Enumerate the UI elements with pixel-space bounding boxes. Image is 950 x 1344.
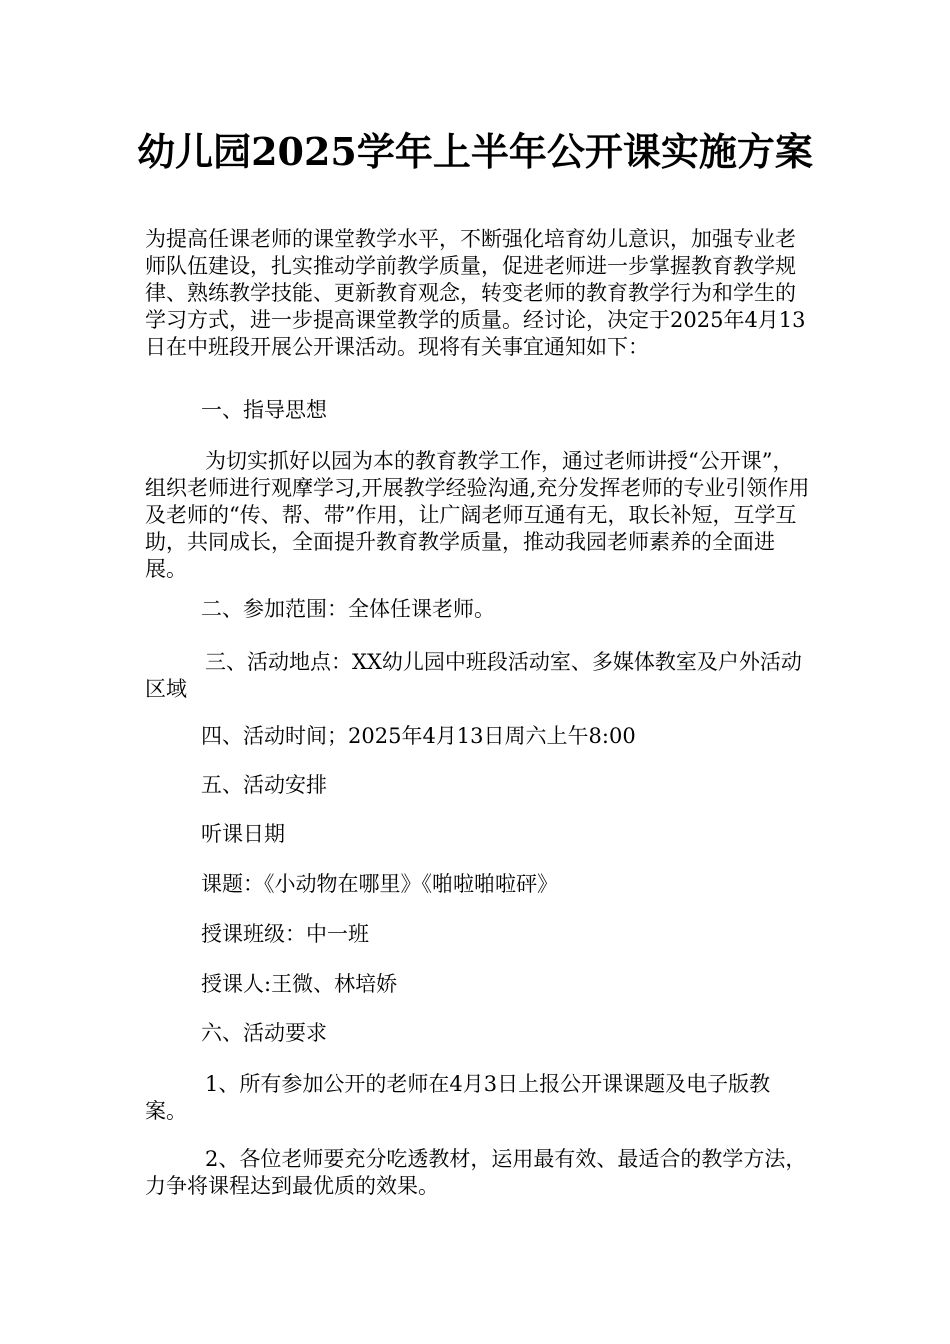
lesson-teachers: 授课人:王微、林培娇 [201, 972, 398, 996]
activity-location: 三、活动地点：XX幼儿园中班段活动室、多媒体教室及户外活动区域 [145, 650, 802, 701]
lesson-class: 授课班级：中一班 [201, 922, 369, 946]
requirement-1: 1、所有参加公开的老师在4月3日上报公开课课题及电子版教案。 [145, 1072, 771, 1123]
intro-paragraph: 为提高任课老师的课堂教学水平，不断强化培育幼儿意识，加强专业老师队伍建设，扎实推动学前教学质量，促进老师进一步掌握教育教学规律、熟练教学技能、更新教育观念，转变老师的教育教学行为和学生的学习方式，进一步提高课堂教学的质量。经讨论，决定于2025年4月13日在中班段开展公开课活动。现将有关事宜通知如下： [145, 227, 806, 359]
participation-scope: 二、参加范围：全体任课老师。 [201, 597, 495, 621]
lesson-date-label: 听课日期 [201, 822, 285, 846]
lesson-topic: 课题：《小动物在哪里》《啪啦啪啦砰》 [201, 872, 558, 896]
section-heading-guiding-ideology: 一、指导思想 [201, 398, 327, 422]
section-heading-requirements: 六、活动要求 [201, 1021, 327, 1045]
section-heading-arrangement: 五、活动安排 [201, 773, 327, 797]
guiding-ideology-paragraph: 为切实抓好以园为本的教育教学工作，通过老师讲授“公开课”，组织老师进行观摩学习,开展教学经验沟通,充分发挥老师的专业引领作用及老师的“传、帮、带”作用，让广阔老师互通有无，取长补短，互学互助，共同成长，全面提升教育教学质量，推动我园老师素养的全面进展。 [145, 449, 810, 581]
document-title: 幼儿园2025学年上半年公开课实施方案 [137, 129, 813, 174]
activity-time: 四、活动时间；2025年4月13日周六上午8:00 [201, 724, 636, 748]
requirement-2: 2、各位老师要充分吃透教材，运用最有效、最适合的教学方法，力争将课程达到最优质的效果。 [145, 1147, 807, 1198]
